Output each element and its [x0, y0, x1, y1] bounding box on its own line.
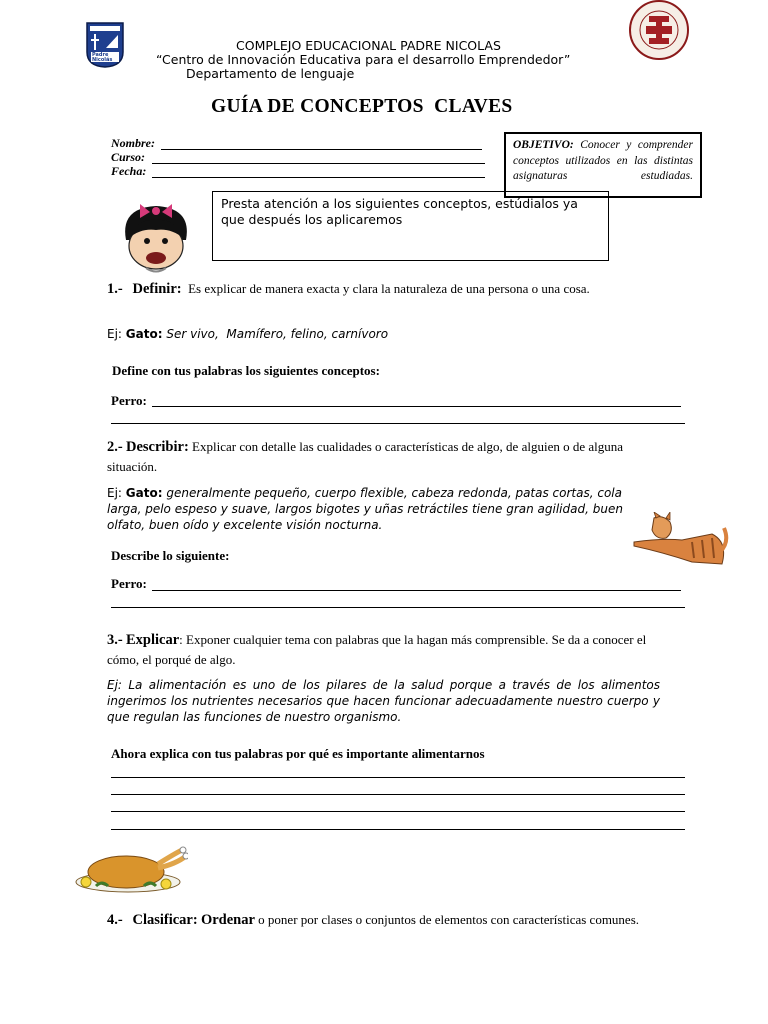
definir-ex-prefix: Ej: — [107, 327, 122, 341]
mafalda-illustration — [116, 198, 196, 276]
explicar-task: Ahora explica con tus palabras por qué es importante alimentarnos — [111, 746, 485, 761]
objective-box — [504, 132, 702, 198]
describir-answer-line-2[interactable] — [111, 607, 685, 608]
definir-example — [107, 326, 388, 342]
definir-ex-text: Ser vivo, Mamífero, felino, carnívoro — [166, 327, 389, 341]
objective-label: OBJETIVO: — [513, 139, 574, 151]
center-name: “Centro de Innovación Educativa para el desarrollo Emprendedor” — [156, 52, 571, 67]
name-line[interactable] — [161, 149, 482, 150]
intro-box — [212, 191, 609, 261]
date-label: Fecha: — [111, 164, 147, 178]
department-name: Departamento de lenguaje — [186, 66, 355, 81]
definir-answer-line-1[interactable] — [152, 406, 681, 407]
definir-task: Define con tus palabras los siguientes conceptos: — [112, 363, 380, 378]
explicar-example: Ej: La alimentación es uno de los pilares de la salud porque a través de los alimentos ingerimos los nutrientes necesarios que hacen funcionar adecuadamente nuestro cuerpo y que regulan las funciones de nuestro organismo. — [107, 678, 660, 724]
clasificar-term2: Ordenar — [200, 912, 255, 928]
describir-ex-text: generalmente pequeño, cuerpo flexible, cabeza redonda, patas cortas, cola larga, pelo espeso y suave, largos bigotes y uñas retráctiles tiene gran agilidad, buen olfato, buen oído y excelente visión nocturna. — [107, 486, 623, 532]
definir-ex-term: Gato: — [125, 327, 163, 341]
explicar-answer-line-2[interactable] — [111, 794, 685, 795]
definir-answer-line-2[interactable] — [111, 423, 685, 424]
describir-ex-prefix: Ej: — [107, 486, 122, 500]
date-line[interactable] — [152, 177, 485, 178]
explicar-answer-line-4[interactable] — [111, 829, 685, 830]
describir-task: Describe lo siguiente: — [111, 548, 230, 563]
section-explicar — [107, 630, 663, 669]
explicar-answer-line-1[interactable] — [111, 777, 685, 778]
objective-text: Conocer y comprender conceptos utilizados en las distintas asignaturas estudiadas. — [513, 139, 693, 182]
describir-answer-label: Perro: — [111, 576, 147, 591]
cat-illustration — [632, 512, 730, 572]
explicar-answer-line-3[interactable] — [111, 811, 685, 812]
describir-number: 2.- — [107, 439, 123, 455]
describir-answer-line-1[interactable] — [152, 590, 681, 591]
section-definir — [107, 279, 663, 299]
course-line[interactable] — [152, 163, 485, 164]
describir-ex-term: Gato: — [125, 486, 163, 500]
course-label: Curso: — [111, 150, 146, 164]
definir-text: Es explicar de manera exacta y clara la naturaleza de una persona o una cosa. — [188, 281, 590, 296]
school-logo — [86, 22, 124, 68]
section-clasificar — [107, 910, 663, 930]
describir-term: Describir: — [125, 439, 189, 455]
describir-example — [107, 485, 637, 533]
school-name: COMPLEJO EDUCACIONAL PADRE NICOLAS — [236, 38, 501, 53]
section-describir — [107, 437, 663, 476]
page-title: GUÍA DE CONCEPTOS CLAVES — [211, 96, 513, 117]
definir-answer-label: Perro: — [111, 393, 147, 408]
school-logo-text: Padre Nicolás — [92, 52, 113, 63]
clasificar-number: 4.- — [107, 912, 123, 928]
describir-text: Explicar con detalle las cualidades o características de algo, de alguien o de alguna situación. — [107, 439, 624, 474]
definir-term: Definir: — [132, 281, 182, 297]
explicar-text: : Exponer cualquier tema con palabras que la hagan más comprensible. Se da a conocer el cómo, el porqué de algo. — [107, 632, 647, 667]
definir-number: 1.- — [107, 281, 123, 297]
explicar-number: 3.- — [107, 632, 123, 648]
name-label: Nombre: — [111, 136, 155, 150]
clasificar-text: o poner por clases o conjuntos de elementos con características comunes. — [258, 912, 640, 927]
intro-text: Presta atención a los siguientes conceptos, estúdialos ya que después los aplicaremos — [221, 196, 578, 227]
foundation-seal — [625, 0, 693, 62]
roast-chicken-illustration — [70, 844, 188, 894]
explicar-term: Explicar — [125, 632, 180, 648]
clasificar-term: Clasificar: — [132, 912, 198, 928]
